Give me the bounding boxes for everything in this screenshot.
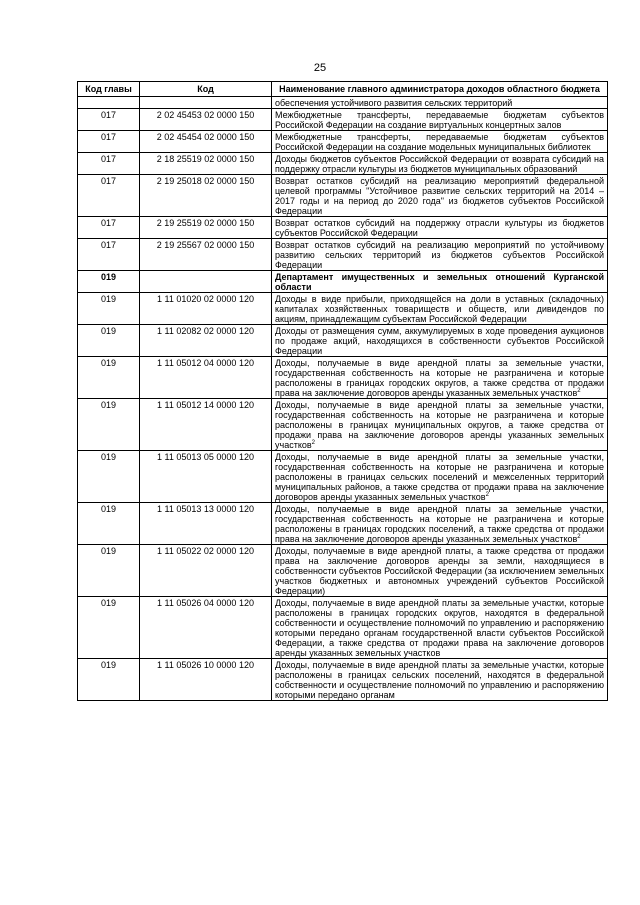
chapter-code-cell: 019	[78, 293, 140, 325]
revenue-code-cell: 1 11 05012 04 0000 120	[140, 357, 272, 399]
revenue-name-cell	[272, 153, 608, 175]
table-row	[78, 109, 608, 131]
chapter-code-cell: 017	[78, 239, 140, 271]
revenue-name-text: обеспечения устойчивого развития сельских территорий	[275, 98, 513, 108]
revenue-name-text: Доходы, получаемые в виде арендной платы, а также средства от продажи права на заключение договоров аренды за земли, находящиеся в собственности субъектов Российской Федерации (за исключением земельных участков бюджетных и автономных учреждений субъектов Российской Федерации)	[275, 546, 604, 596]
chapter-code-cell: 017	[78, 217, 140, 239]
revenue-name-cell	[272, 399, 608, 451]
table-row	[78, 357, 608, 399]
header-code: Код	[140, 82, 272, 97]
revenue-code-cell: 1 11 05026 04 0000 120	[140, 597, 272, 659]
chapter-code-cell: 019	[78, 503, 140, 545]
revenue-code-cell: 1 11 02082 02 0000 120	[140, 325, 272, 357]
table-row	[78, 597, 608, 659]
table-row	[78, 131, 608, 153]
table-row	[78, 325, 608, 357]
revenue-name-text: Доходы, получаемые в виде арендной платы за земельные участки, которые расположены в границах городских округов, находятся в федеральной собственности и осуществление полномочий по управлению и распоряжению которыми передано органам государственной власти субъектов Российской Федерации, а также средства от продажи права на заключение договоров аренды указанных земельных участков	[275, 598, 604, 658]
revenue-code-cell: 2 19 25567 02 0000 150	[140, 239, 272, 271]
revenue-name-text: Межбюджетные трансферты, передаваемые бюджетам субъектов Российской Федерации на создание виртуальных концертных залов	[275, 110, 604, 130]
chapter-code-cell: 017	[78, 153, 140, 175]
revenue-name-text: Доходы, получаемые в виде арендной платы за земельные участки, государственная собственность на которые не разграничена и которые расположены в границах сельских поселений и межселенных территорий муниципальных районов, а также средства от продажи права на заключение договоров аренды указанных земельных участков	[275, 452, 604, 502]
chapter-code-cell: 019	[78, 271, 140, 293]
revenue-name-cell	[272, 271, 608, 293]
revenue-name-text: Возврат остатков субсидий на реализацию мероприятий федеральной целевой программы "Устойчивое развитие сельских территорий на 2014 – 2017 годы и на период до 2020 года" из бюджетов субъектов Российской Федерации	[275, 176, 604, 216]
revenue-name-text: Доходы в виде прибыли, приходящейся на доли в уставных (складочных) капиталах хозяйственных товариществ и обществ, или дивидендов по акциям, принадлежащим субъектам Российской Федерации	[275, 294, 604, 324]
revenue-code-cell: 2 19 25018 02 0000 150	[140, 175, 272, 217]
table-row	[78, 659, 608, 701]
revenue-name-cell	[272, 293, 608, 325]
table-body	[78, 97, 608, 701]
revenue-administrators-table	[77, 81, 608, 701]
chapter-code-cell: 019	[78, 545, 140, 597]
revenue-name-cell	[272, 545, 608, 597]
revenue-code-cell: 1 11 05022 02 0000 120	[140, 545, 272, 597]
footnote-marker: 2	[577, 388, 581, 394]
revenue-name-text: Доходы, получаемые в виде арендной платы за земельные участки, которые расположены в границах сельских поселений, находятся в федеральной собственности и осуществление полномочий по управлению и распоряжению которыми передано органам	[275, 660, 604, 700]
page-number: 25	[313, 62, 327, 74]
table-row-department	[78, 271, 608, 293]
revenue-name-text: Межбюджетные трансферты, передаваемые бюджетам субъектов Российской Федерации на создание модельных муниципальных библиотек	[275, 132, 604, 152]
chapter-code-cell: 019	[78, 597, 140, 659]
chapter-code-cell: 019	[78, 451, 140, 503]
table-row	[78, 97, 608, 109]
revenue-name-text: Департамент имущественных и земельных отношений Курганской области	[275, 272, 604, 292]
revenue-name-cell	[272, 239, 608, 271]
revenue-name-cell	[272, 97, 608, 109]
chapter-code-cell: 019	[78, 399, 140, 451]
table-row	[78, 503, 608, 545]
revenue-name-text: Доходы, получаемые в виде арендной платы за земельные участки, государственная собственность на которые не разграничена и которые расположены в границах муниципальных округов, а также средства от продажи права на заключение договоров аренды указанных земельных участков	[275, 400, 604, 450]
revenue-code-cell: 2 02 45453 02 0000 150	[140, 109, 272, 131]
revenue-name-text: Доходы бюджетов субъектов Российской Федерации от возврата субсидий на поддержку отрасли культуры из бюджетов муниципальных образований	[275, 154, 604, 174]
chapter-code-cell: 017	[78, 109, 140, 131]
revenue-name-text: Доходы, получаемые в виде арендной платы за земельные участки, государственная собственность на которые не разграничена и которые расположены в границах городских округов, а также средства от продажи права на заключение договоров аренды указанных земельных участков	[275, 358, 604, 398]
revenue-code-cell: 1 11 05013 13 0000 120	[140, 503, 272, 545]
revenue-name-cell	[272, 109, 608, 131]
revenue-name-cell	[272, 597, 608, 659]
table-row	[78, 399, 608, 451]
table-row	[78, 175, 608, 217]
revenue-name-cell	[272, 175, 608, 217]
chapter-code-cell: 019	[78, 659, 140, 701]
footnote-marker: 2	[311, 440, 315, 446]
chapter-code-cell: 017	[78, 175, 140, 217]
footnote-marker: 2	[577, 534, 581, 540]
revenue-code-cell: 2 19 25519 02 0000 150	[140, 217, 272, 239]
table-row	[78, 239, 608, 271]
revenue-code-cell: 2 02 45454 02 0000 150	[140, 131, 272, 153]
table-row	[78, 153, 608, 175]
table-row	[78, 217, 608, 239]
table-row	[78, 293, 608, 325]
revenue-code-cell: 2 18 25519 02 0000 150	[140, 153, 272, 175]
revenue-name-cell	[272, 357, 608, 399]
revenue-code-cell: 1 11 05012 14 0000 120	[140, 399, 272, 451]
chapter-code-cell: 019	[78, 325, 140, 357]
revenue-name-cell	[272, 217, 608, 239]
revenue-code-cell: 1 11 05026 10 0000 120	[140, 659, 272, 701]
footnote-marker: 2	[485, 492, 489, 498]
chapter-code-cell	[78, 97, 140, 109]
revenue-name-cell	[272, 659, 608, 701]
revenue-name-text: Доходы от размещения сумм, аккумулируемых в ходе проведения аукционов по продаже акций, находящихся в собственности субъектов Российской Федерации	[275, 326, 604, 356]
revenue-name-cell	[272, 503, 608, 545]
revenue-code-cell	[140, 271, 272, 293]
revenue-name-cell	[272, 325, 608, 357]
chapter-code-cell: 019	[78, 357, 140, 399]
revenue-name-cell	[272, 131, 608, 153]
revenue-code-cell	[140, 97, 272, 109]
revenue-name-cell	[272, 451, 608, 503]
chapter-code-cell: 017	[78, 131, 140, 153]
table-row	[78, 545, 608, 597]
revenue-name-text: Доходы, получаемые в виде арендной платы за земельные участки, государственная собственность на которые не разграничена и которые расположены в границах городских поселений, а также средства от продажи права на заключение договоров аренды указанных земельных участков	[275, 504, 604, 544]
revenue-code-cell: 1 11 05013 05 0000 120	[140, 451, 272, 503]
table-header-row	[78, 82, 608, 97]
table-row	[78, 451, 608, 503]
revenue-name-text: Возврат остатков субсидий на поддержку отрасли культуры из бюджетов субъектов Российской Федерации	[275, 218, 604, 238]
header-chapter-code: Код главы	[78, 82, 140, 97]
revenue-code-cell: 1 11 01020 02 0000 120	[140, 293, 272, 325]
revenue-name-text: Возврат остатков субсидий на реализацию мероприятий по устойчивому развитию сельских территорий из бюджетов субъектов Российской Федерации	[275, 240, 604, 270]
header-administrator-name: Наименование главного администратора доходов областного бюджета	[272, 82, 608, 97]
